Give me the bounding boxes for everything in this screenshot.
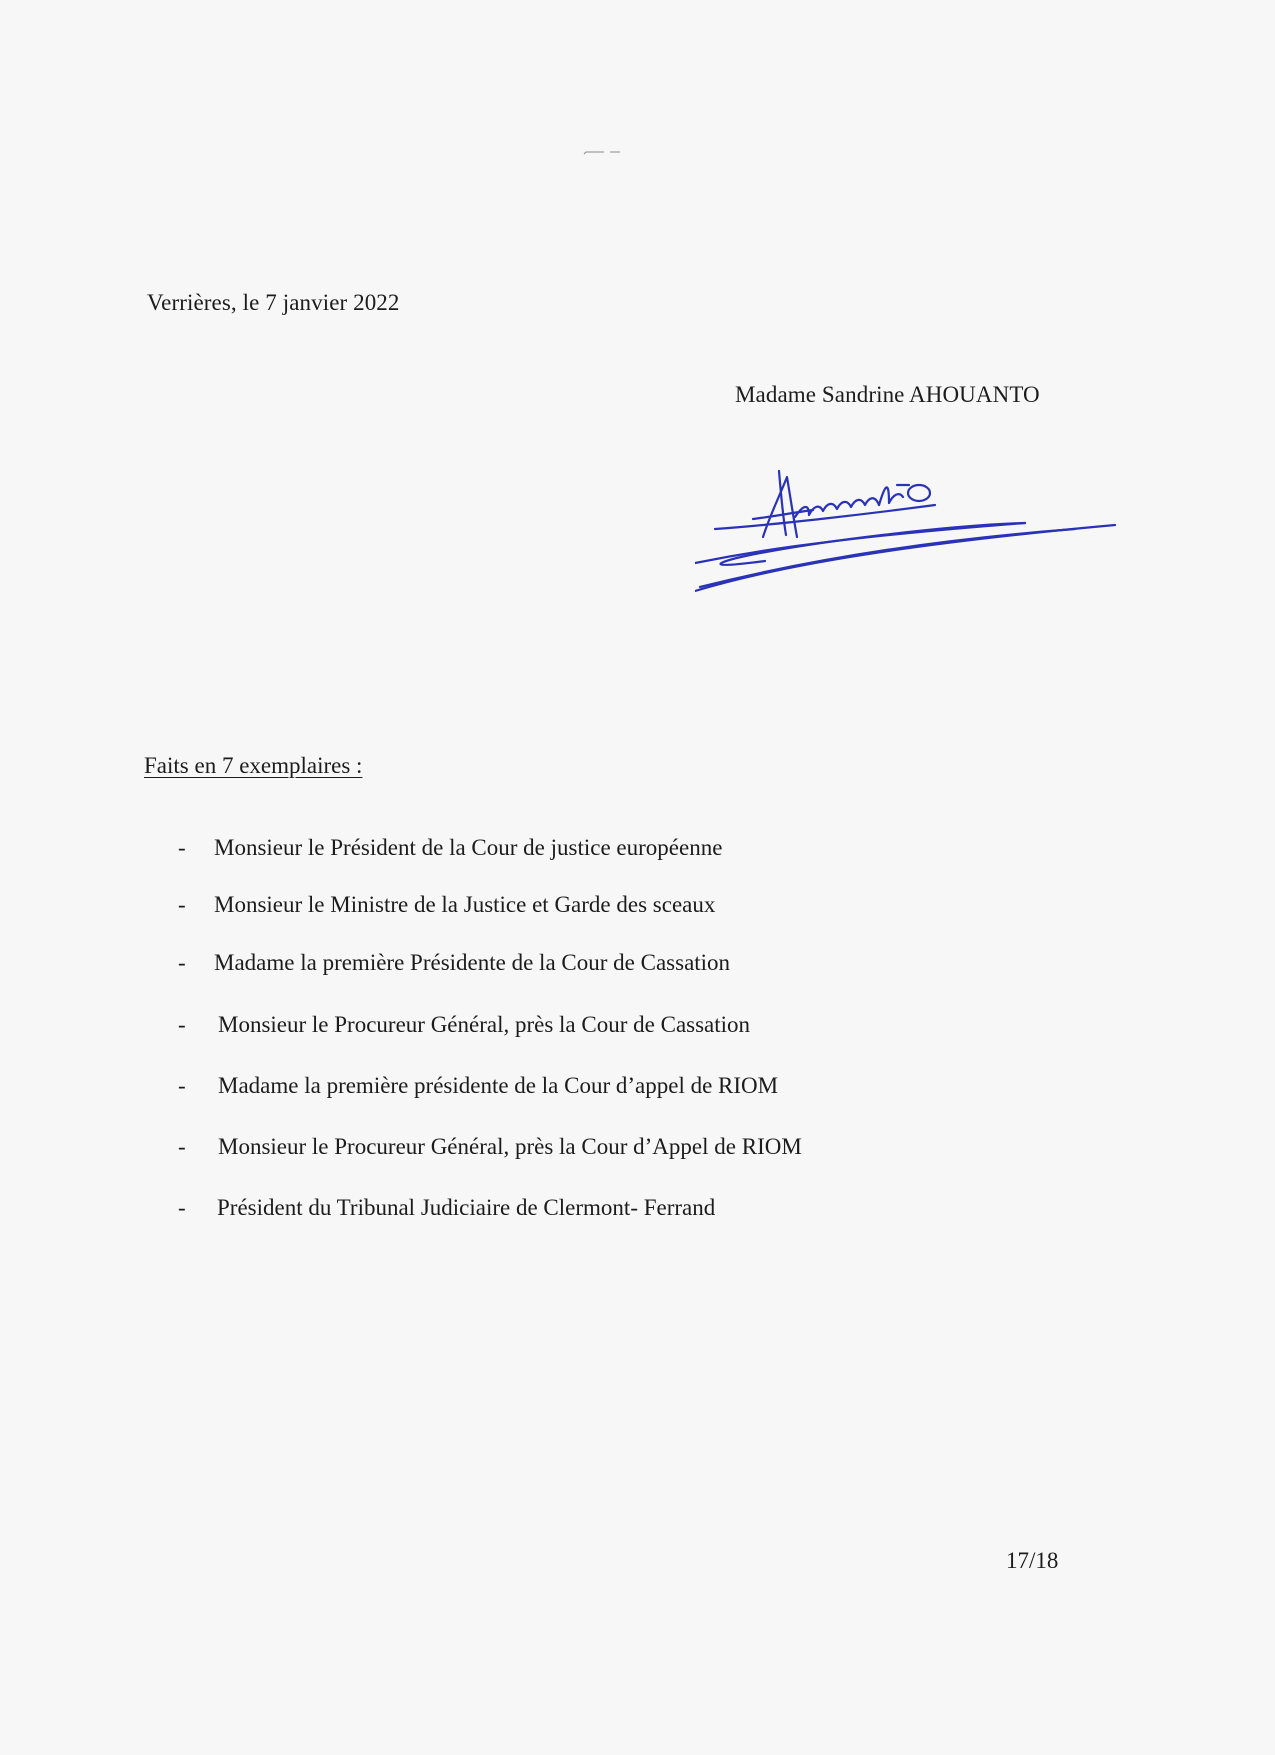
copies-heading: Faits en 7 exemplaires : (144, 753, 363, 778)
list-dash: - (178, 950, 186, 975)
signatory-name: Madame Sandrine AHOUANTO (735, 382, 1040, 407)
list-dash: - (178, 1012, 186, 1037)
scan-artifact (582, 150, 622, 156)
list-dash: - (178, 835, 186, 860)
list-dash: - (178, 892, 186, 917)
recipient-text: Monsieur le Procureur Général, près la Cour de Cassation (218, 1012, 751, 1037)
recipient-text: Monsieur le Ministre de la Justice et Garde des sceaux (214, 892, 716, 917)
recipient-text: Madame la première présidente de la Cour d’appel de RIOM (218, 1073, 779, 1098)
list-dash: - (178, 1073, 186, 1098)
place-date: Verrières, le 7 janvier 2022 (147, 290, 400, 315)
recipient-text: Madame la première Présidente de la Cour de Cassation (214, 950, 731, 975)
list-dash: - (178, 1195, 186, 1220)
recipient-text: Monsieur le Président de la Cour de justice européenne (214, 835, 723, 860)
page-number: 17/18 (1006, 1548, 1059, 1573)
handwritten-signature (695, 455, 1125, 625)
recipient-text: Monsieur le Procureur Général, près la Cour d’Appel de RIOM (218, 1134, 802, 1159)
recipient-text: Président du Tribunal Judiciaire de Clermont- Ferrand (217, 1195, 716, 1220)
list-dash: - (178, 1134, 186, 1159)
